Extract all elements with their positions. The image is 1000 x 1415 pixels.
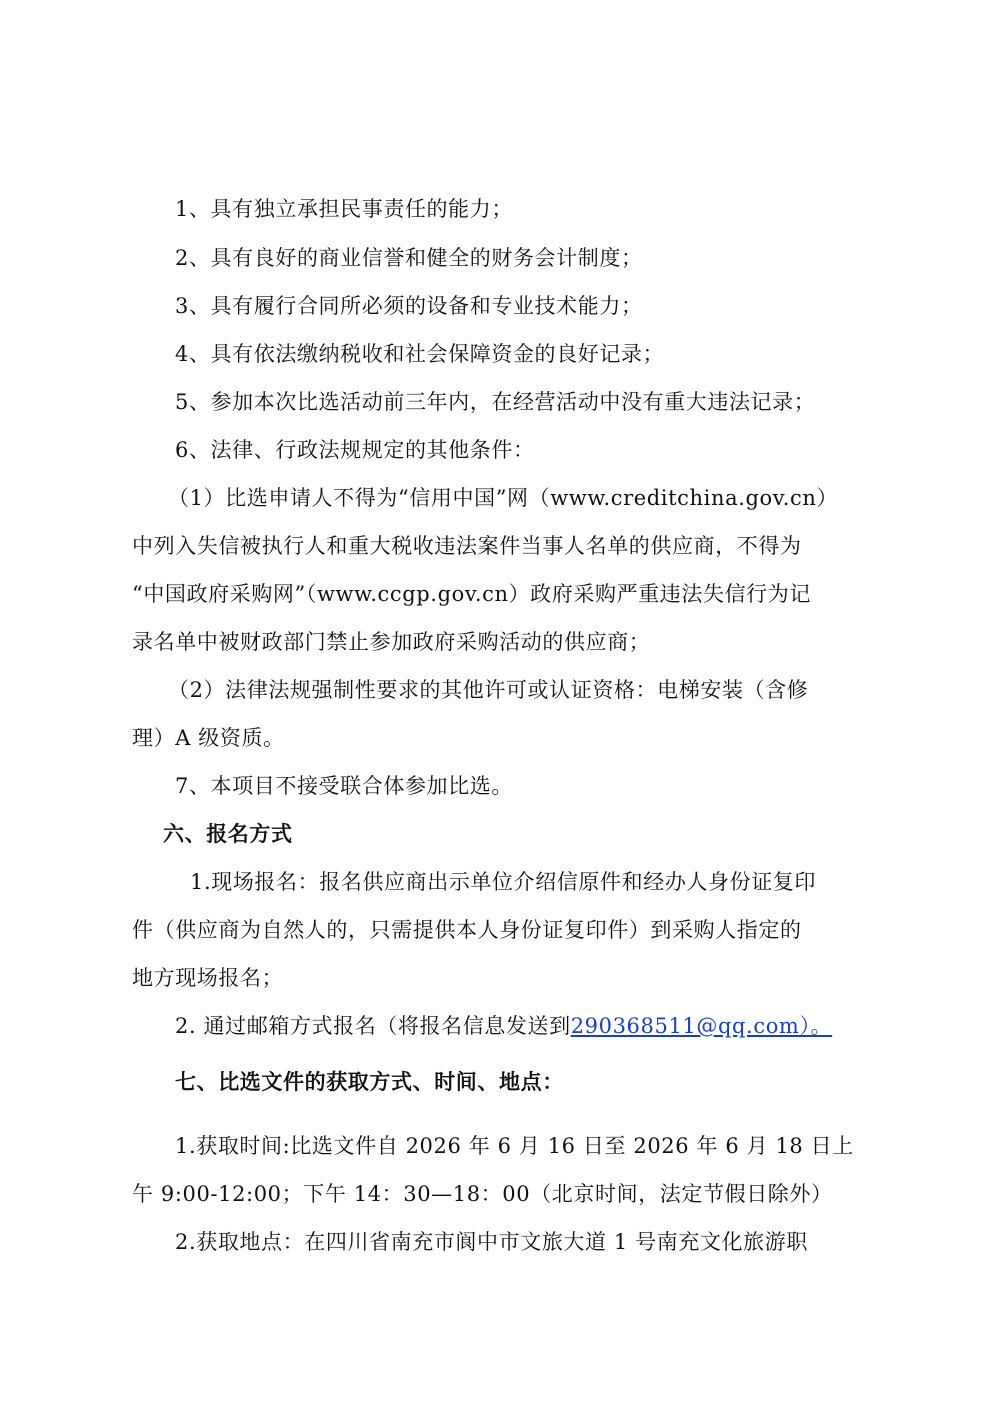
section-6-item1-line-1: 1.现场报名：报名供应商出示单位介绍信原件和经办人身份证复印 — [190, 870, 817, 894]
condition-1: 1、具有独立承担民事责任的能力； — [175, 197, 513, 221]
section-6-item2-text: 2. 通过邮箱方式报名（将报名信息发送到 — [175, 1014, 571, 1038]
section-7-title: 七、比选文件的获取方式、时间、地点： — [175, 1069, 564, 1094]
section-7-item1-line-1: 1.获取时间:比选文件自 2026 年 6 月 16 日至 2026 年 6 月 18 日上 — [175, 1134, 854, 1158]
sub2-line-2: 理）A 级资质。 — [132, 726, 285, 750]
condition-2: 2、具有良好的商业信誉和健全的财务会计制度； — [175, 246, 643, 270]
item-7: 7、本项目不接受联合体参加比选。 — [175, 774, 513, 798]
section-7-item2: 2.获取地点：在四川省南充市阆中市文旅大道 1 号南充文化旅游职 — [175, 1230, 808, 1254]
sub1-line-2: 中列入失信被执行人和重大税收违法案件当事人名单的供应商，不得为 — [132, 534, 802, 558]
condition-3: 3、具有履行合同所必须的设备和专业技术能力； — [175, 294, 643, 318]
section-6-item1-line-2: 件（供应商为自然人的，只需提供本人身份证复印件）到采购人指定的 — [132, 918, 802, 942]
condition-6: 6、法律、行政法规规定的其他条件： — [175, 438, 535, 462]
sub1-line-1: （1）比选申请人不得为“信用中国”网（www.creditchina.gov.cn） — [168, 486, 839, 510]
sub1-line-3: “中国政府采购网”（www.ccgp.gov.cn）政府采购严重违法失信行为记 — [132, 582, 811, 606]
condition-5: 5、参加本次比选活动前三年内，在经营活动中没有重大违法记录； — [175, 390, 816, 414]
sub2-line-1: （2）法律法规强制性要求的其他许可或认证资格：电梯安装（含修 — [168, 678, 809, 702]
sub1-line-4: 录名单中被财政部门禁止参加政府采购活动的供应商； — [132, 630, 651, 654]
section-6-item2 — [175, 1010, 935, 1040]
section-6-title: 六、报名方式 — [163, 821, 293, 846]
condition-4: 4、具有依法缴纳税收和社会保障资金的良好记录； — [175, 342, 665, 366]
section-7-item1-line-2: 午 9:00-12:00；下午 14：30—18：00（北京时间，法定节假日除外） — [132, 1182, 833, 1206]
section-6-item1-line-3: 地方现场报名； — [132, 966, 284, 990]
email-link[interactable]: 290368511@qq.com）。 — [570, 1014, 833, 1038]
